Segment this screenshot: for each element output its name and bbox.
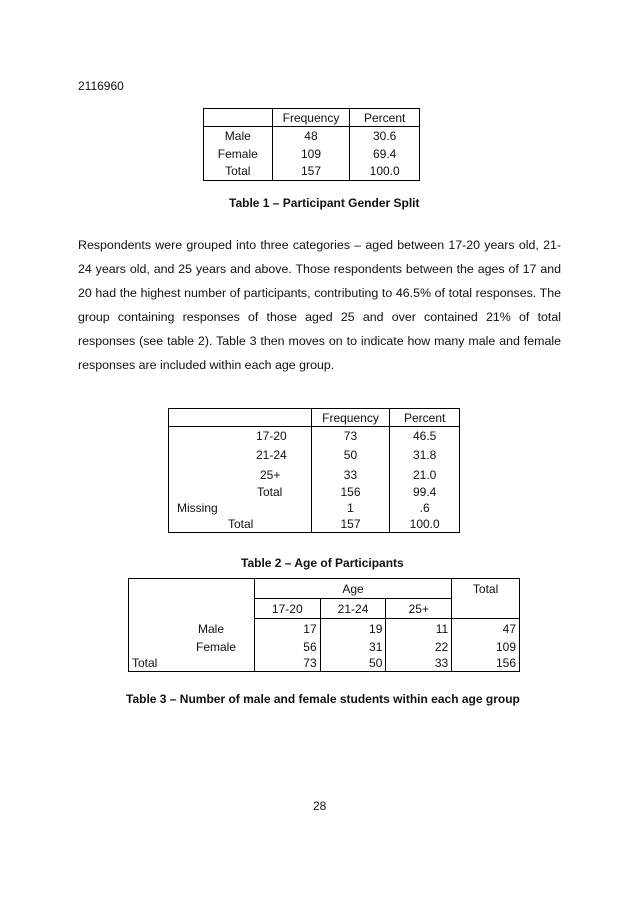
frequency-cell: 73 <box>311 427 390 445</box>
header-cell-percent: Percent <box>390 409 460 427</box>
table-row <box>204 163 420 181</box>
value-cell: 31 <box>320 639 386 655</box>
row-label: 17-20 <box>169 427 312 445</box>
document-id: 2116960 <box>78 79 124 93</box>
header-cell-empty <box>169 409 312 427</box>
row-label: Total <box>169 485 312 500</box>
table-header-row <box>204 109 420 127</box>
row-label: Male <box>129 619 255 639</box>
value-cell: 22 <box>386 639 452 655</box>
value-cell: 109 <box>452 639 520 655</box>
table-header-row <box>129 579 520 599</box>
frequency-cell: 156 <box>311 485 390 500</box>
table2-caption: Table 2 – Age of Participants <box>241 556 404 570</box>
gender-by-age-table <box>128 578 520 672</box>
table-row <box>169 427 460 445</box>
header-cell-frequency: Frequency <box>272 109 350 127</box>
percent-cell: .6 <box>390 500 460 516</box>
subheader-cell: 25+ <box>386 599 452 619</box>
value-cell: 50 <box>320 655 386 672</box>
percent-cell: 30.6 <box>350 127 420 145</box>
frequency-cell: 109 <box>272 145 350 163</box>
subheader-cell-empty <box>452 599 520 619</box>
percent-cell: 31.8 <box>390 445 460 465</box>
table-row <box>169 465 460 485</box>
table-row <box>169 516 460 533</box>
table-row <box>204 145 420 163</box>
percent-cell: 100.0 <box>390 516 460 533</box>
percent-cell: 100.0 <box>350 163 420 181</box>
table-row <box>169 500 460 516</box>
header-cell-age: Age <box>254 579 451 599</box>
percent-cell: 21.0 <box>390 465 460 485</box>
percent-cell: 69.4 <box>350 145 420 163</box>
table-header-row <box>169 409 460 427</box>
percent-cell: 99.4 <box>390 485 460 500</box>
row-label: Missing <box>169 500 312 516</box>
value-cell: 33 <box>386 655 452 672</box>
value-cell: 47 <box>452 619 520 639</box>
table-row <box>169 485 460 500</box>
subheader-cell: 21-24 <box>320 599 386 619</box>
table-row <box>169 445 460 465</box>
table1-caption: Table 1 – Participant Gender Split <box>229 196 420 210</box>
frequency-cell: 157 <box>272 163 350 181</box>
value-cell: 19 <box>320 619 386 639</box>
subheader-cell: 17-20 <box>254 599 320 619</box>
row-label: Female <box>204 145 273 163</box>
table3-caption: Table 3 – Number of male and female students within each age group <box>126 692 520 706</box>
header-cell-percent: Percent <box>350 109 420 127</box>
header-cell-frequency: Frequency <box>311 409 390 427</box>
row-label: Female <box>129 639 255 655</box>
frequency-cell: 1 <box>311 500 390 516</box>
frequency-cell: 157 <box>311 516 390 533</box>
percent-cell: 46.5 <box>390 427 460 445</box>
page-number: 28 <box>313 799 327 813</box>
value-cell: 56 <box>254 639 320 655</box>
header-cell-empty <box>204 109 273 127</box>
value-cell: 156 <box>452 655 520 672</box>
age-table <box>168 408 460 533</box>
row-label: Total <box>169 516 312 533</box>
value-cell: 17 <box>254 619 320 639</box>
body-paragraph: Respondents were grouped into three categories – aged between 17-20 years old, 21-24 years old, and 25 years and above. Those respondents between the ages of 17 and 20 had the highest number of participants, contributing to 46.5% of total responses. The group containing responses of those aged 25 and over contained 21% of total responses (see table 2). Table 3 then moves on to indicate how many male and female responses are included within each age group. <box>78 238 561 372</box>
table-row <box>129 655 520 672</box>
value-cell: 11 <box>386 619 452 639</box>
table-row <box>129 619 520 639</box>
frequency-cell: 33 <box>311 465 390 485</box>
table-row <box>204 127 420 145</box>
header-cell-empty <box>129 579 255 619</box>
row-label: Total <box>204 163 273 181</box>
row-label: Male <box>204 127 273 145</box>
frequency-cell: 48 <box>272 127 350 145</box>
row-label: 25+ <box>169 465 312 485</box>
row-label: 21-24 <box>169 445 312 465</box>
header-cell-total: Total <box>452 579 520 599</box>
gender-split-table <box>203 108 420 181</box>
table-row <box>129 639 520 655</box>
frequency-cell: 50 <box>311 445 390 465</box>
row-label: Total <box>129 655 255 672</box>
value-cell: 73 <box>254 655 320 672</box>
